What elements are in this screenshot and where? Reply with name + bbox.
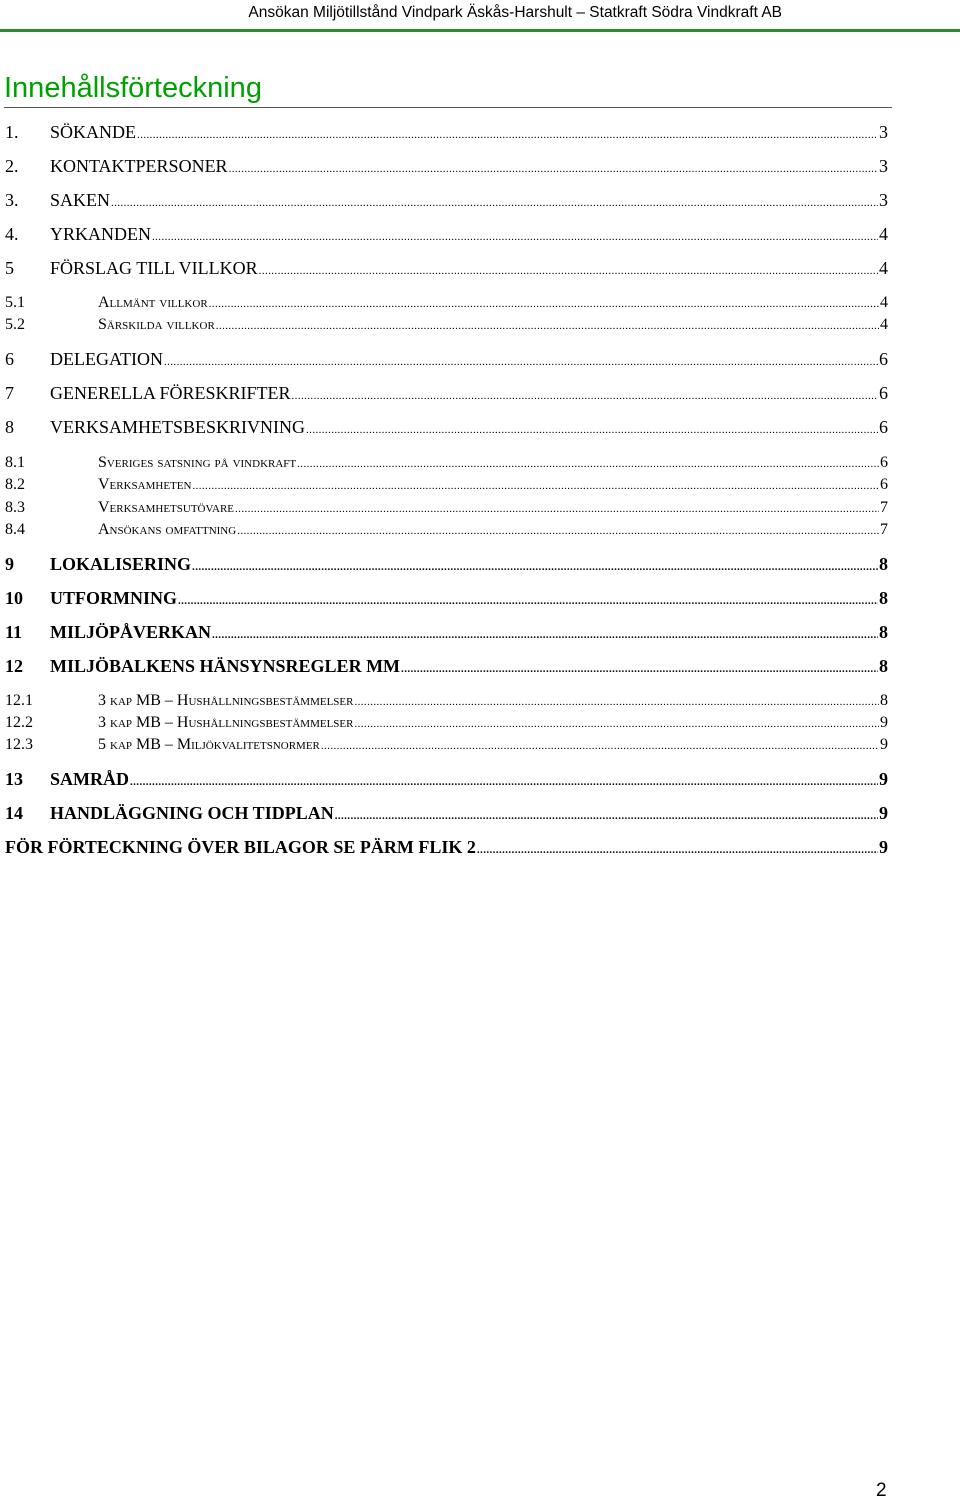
toc-entry-title: Verksamheten [98, 476, 192, 493]
toc-leader-dots [321, 741, 879, 752]
toc-leader-dots [178, 596, 878, 607]
toc-leader-dots [137, 130, 878, 141]
toc-subentry[interactable] [5, 519, 888, 541]
toc-subentry[interactable] [5, 712, 888, 734]
toc-entry-page: 6 [879, 349, 888, 369]
toc-entry[interactable] [5, 621, 888, 643]
toc-entry-page: 6 [879, 417, 888, 437]
toc-entry-appendix[interactable] [5, 836, 888, 858]
toc-leader-dots [354, 719, 879, 730]
toc-entry-number: 8.4 [5, 521, 25, 538]
toc-title: Innehållsförteckning [4, 70, 892, 108]
toc-entry-title: UTFORMNING [50, 588, 177, 608]
toc-entry-title: 3 kap MB – Hushållningsbestämmelser [98, 692, 354, 709]
document-title: Ansökan Miljötillstånd Vindpark Äskås-Harshult – Statkraft Södra Vindkraft AB [248, 4, 782, 21]
toc-entry-title: KONTAKTPERSONER [50, 156, 228, 176]
toc-leader-dots [297, 459, 879, 470]
toc-entry[interactable] [5, 768, 888, 790]
toc-entry-page: 8 [880, 692, 888, 709]
toc-entry-page: 8 [879, 588, 888, 608]
toc-entry-page: 3 [879, 190, 888, 210]
toc-subentry[interactable] [5, 497, 888, 519]
toc-entry-page: 7 [880, 521, 888, 538]
toc-entry-page: 8 [879, 554, 888, 574]
toc-entry-page: 3 [879, 156, 888, 176]
toc-leader-dots [212, 630, 878, 641]
toc-leader-dots [237, 526, 879, 537]
toc-entry-number: 13 [5, 769, 23, 789]
toc-entry-number: 5 [5, 258, 14, 278]
toc-entry[interactable] [5, 587, 888, 609]
toc-entry-title: 5 kap MB – Miljökvalitetsnormer [98, 736, 320, 753]
toc-subentry[interactable] [5, 314, 888, 336]
toc-subentry[interactable] [5, 734, 888, 756]
toc-entry-title: VERKSAMHETSBESKRIVNING [50, 417, 306, 437]
toc-entry[interactable] [5, 802, 888, 824]
toc-entry-page: 4 [879, 224, 888, 244]
toc-entry-number: 8 [5, 417, 14, 437]
toc-leader-dots [259, 266, 878, 277]
toc-leader-dots [164, 357, 878, 368]
toc-entry-title: YRKANDEN [50, 224, 151, 244]
toc-leader-dots [192, 481, 879, 492]
toc-entry-title: MILJÖBALKENS HÄNSYNSREGLER MM [50, 656, 401, 676]
toc-entry-page: 8 [879, 622, 888, 642]
toc-entry-page: 6 [879, 383, 888, 403]
toc-entry[interactable] [5, 382, 888, 404]
toc-entry-title: MILJÖPÅVERKAN [50, 622, 211, 642]
toc-entry-title: Sveriges satsning på vindkraft [98, 454, 297, 471]
toc-entry-page: 6 [880, 454, 888, 471]
toc-entry-page: 9 [879, 837, 888, 857]
toc-entry[interactable] [5, 121, 888, 143]
toc-entry-title: Ansökans omfattning [98, 521, 237, 538]
toc-leader-dots [235, 504, 879, 515]
toc-entry-page: 6 [880, 476, 888, 493]
toc-entry-number: 14 [5, 803, 23, 823]
toc-entry[interactable] [5, 416, 888, 438]
toc-leader-dots [192, 562, 878, 573]
toc-leader-dots [229, 164, 878, 175]
toc-entry-number: 12.2 [5, 714, 33, 731]
toc-entry[interactable] [5, 189, 888, 211]
toc-entry-page: 8 [879, 656, 888, 676]
toc-entry-title: SAMRÅD [50, 769, 129, 789]
toc-entry[interactable] [5, 553, 888, 575]
toc-entry-number: 12 [5, 656, 23, 676]
toc-entry-title: SAKEN [50, 190, 111, 210]
toc-entry-title: FÖRSLAG TILL VILLKOR [50, 258, 258, 278]
toc-entry-page: 9 [880, 736, 888, 753]
toc-entry-number: 1. [5, 122, 19, 142]
toc-entry-page: 4 [880, 316, 888, 333]
toc-entry-page: 4 [879, 258, 888, 278]
toc-entry-page: 9 [879, 803, 888, 823]
toc-leader-dots [401, 664, 878, 675]
toc-subentry[interactable] [5, 292, 888, 314]
toc-entry-page: 9 [880, 714, 888, 731]
toc-leader-dots [209, 299, 879, 310]
toc-subentry[interactable] [5, 452, 888, 474]
toc-entry-number: 8.1 [5, 454, 25, 471]
toc-entry-title: 3 kap MB – Hushållningsbestämmelser [98, 714, 354, 731]
toc-subentry[interactable] [5, 474, 888, 496]
toc-leader-dots [306, 425, 878, 436]
toc-entry-number: 3. [5, 190, 19, 210]
toc-entry-number: 8.3 [5, 499, 25, 516]
toc-entry-number: 9 [5, 554, 14, 574]
toc-entry-number: 12.3 [5, 736, 33, 753]
toc-entry-title: HANDLÄGGNING OCH TIDPLAN [50, 803, 334, 823]
toc-entry-title: GENERELLA FÖRESKRIFTER [50, 383, 291, 403]
toc-leader-dots [477, 845, 878, 856]
toc-leader-dots [130, 777, 878, 788]
toc-entry-title: LOKALISERING [50, 554, 192, 574]
toc-entry-number: 5.2 [5, 316, 25, 333]
toc-entry[interactable] [5, 257, 888, 279]
toc-leader-dots [354, 697, 879, 708]
toc-entry-title: SÖKANDE [50, 122, 137, 142]
toc-entry-number: 10 [5, 588, 23, 608]
toc-leader-dots [335, 811, 878, 822]
toc-entry-number: 2. [5, 156, 19, 176]
toc-entry[interactable] [5, 655, 888, 677]
toc-entry-title: Allmänt villkor [98, 294, 208, 311]
toc-leader-dots [216, 321, 879, 332]
toc-entry-title: FÖR FÖRTECKNING ÖVER BILAGOR SE PÄRM FLIK 2 [5, 837, 476, 857]
toc-entry-number: 4. [5, 224, 19, 244]
running-header [0, 0, 960, 32]
toc-entry-number: 6 [5, 349, 14, 369]
toc-entry[interactable] [5, 348, 888, 370]
page-number: 2 [876, 1480, 887, 1501]
toc-entry-page: 3 [879, 122, 888, 142]
toc-subentry[interactable] [5, 690, 888, 712]
toc-entry-page: 7 [880, 499, 888, 516]
toc-entry[interactable] [5, 223, 888, 245]
toc-entry-number: 5.1 [5, 294, 25, 311]
toc-leader-dots [111, 198, 878, 209]
toc-entry[interactable] [5, 155, 888, 177]
toc-leader-dots [152, 232, 878, 243]
toc-entry-number: 8.2 [5, 476, 25, 493]
toc-entry-title: Särskilda villkor [98, 316, 215, 333]
toc-entry-page: 9 [879, 769, 888, 789]
toc-entry-title: Verksamhetsutövare [98, 499, 235, 516]
toc-leader-dots [292, 391, 878, 402]
toc-entry-number: 11 [5, 622, 23, 642]
toc-entry-title: DELEGATION [50, 349, 163, 369]
toc-entry-number: 12.1 [5, 692, 33, 709]
toc-entry-page: 4 [880, 294, 888, 311]
toc-entry-number: 7 [5, 383, 14, 403]
